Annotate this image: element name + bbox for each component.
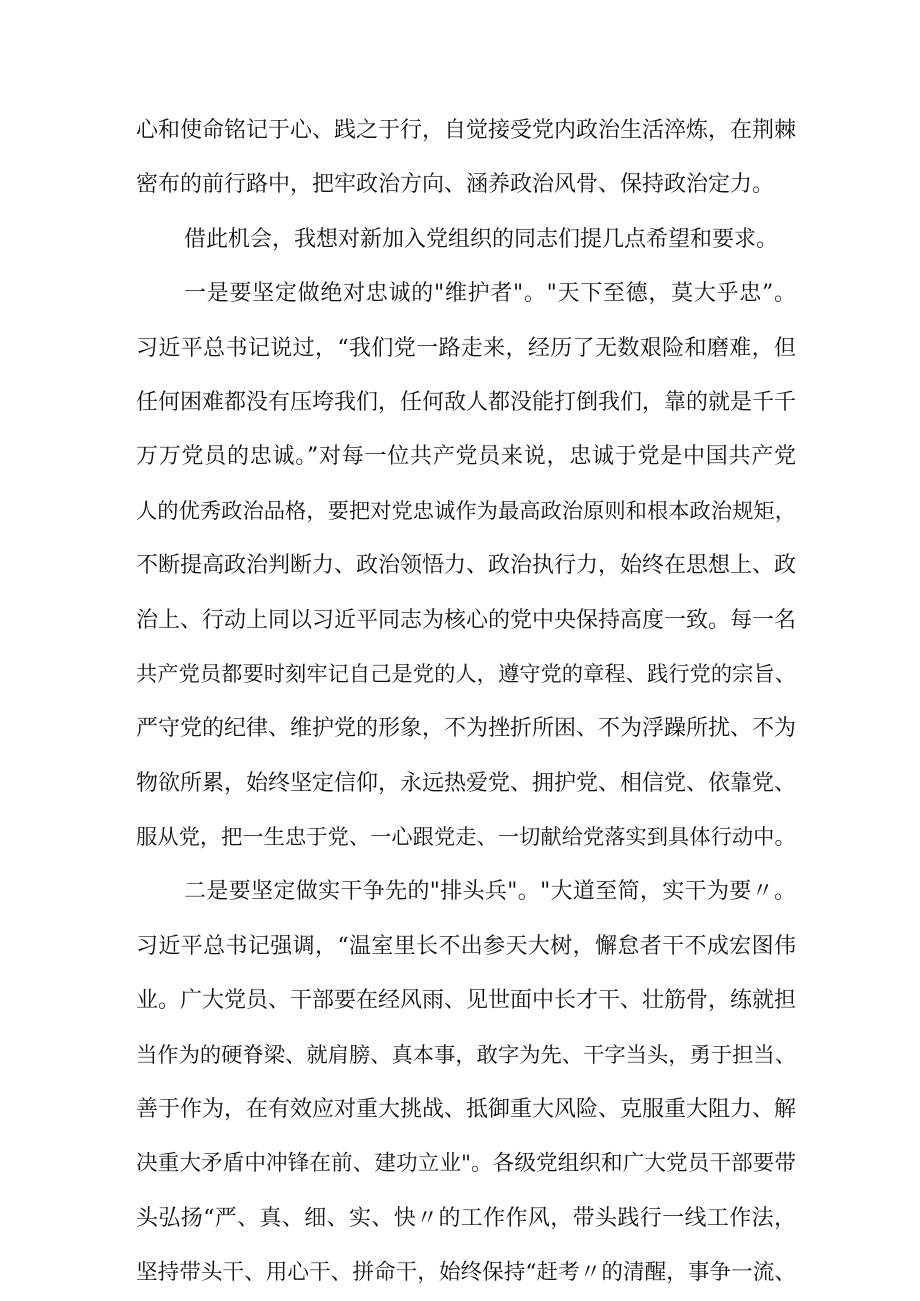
text-line: 借此机会，我想对新加入党组织的同志们提几点希望和要求。 — [184, 226, 779, 252]
text-line: 习近平总书记说过，“我们党一路走来，经历了无数艰险和磨难，但 — [136, 335, 796, 361]
text-line: 业。广大党员、干部要在经风雨、见世面中长才干、壮筋骨，练就担 — [136, 988, 797, 1014]
text-line: 服从党，把一生忠于党、一心跟党走、一切献给党落实到具体行动中。 — [136, 825, 796, 851]
text-line: 物欲所累，始终坚定信仰，永远热爱党、拥护党、相信党、依靠党、 — [136, 770, 797, 796]
text-line: 一是要坚定做绝对忠诚的"维护者"。"天下至德，莫大乎忠”。 — [184, 281, 796, 307]
text-line: 心和使命铭记于心、践之于行，自觉接受党内政治生活淬炼，在荆棘 — [136, 118, 797, 143]
text-line: 不断提高政治判断力、政治领悟力、政治执行力，始终在思想上、政 — [136, 553, 797, 579]
text-line: 头弘扬“严、真、细、实、快〃的工作作风，带头践行一线工作法， — [136, 1205, 796, 1231]
text-line: 决重大矛盾中冲锋在前、建功立业"。各级党组织和广大党员干部要带 — [136, 1151, 796, 1177]
text-line: 共产党员都要时刻牢记自己是党的人，遵守党的章程、践行党的宗旨、 — [136, 661, 796, 687]
text-line: 善于作为，在有效应对重大挑战、抵御重大风险、克服重大阻力、解 — [136, 1097, 797, 1123]
text-line: 人的优秀政治品格，要把对党忠诚作为最高政治原则和根本政治规矩， — [136, 498, 796, 524]
text-line: 当作为的硬脊梁、就肩膀、真本事，敢字为先、干字当头，勇于担当、 — [136, 1042, 796, 1068]
text-line: 坚持带头干、用心干、拼命干，始终保持“赶考〃的清醒，事争一流、 — [136, 1260, 796, 1286]
text-line: 治上、行动上同以习近平同志为核心的党中央保持高度一致。每一名 — [136, 607, 797, 633]
body-text — [136, 104, 796, 1301]
text-line: 任何困难都没有压垮我们，任何敌人都没能打倒我们，靠的就是千千 — [136, 389, 797, 415]
text-line: 习近平总书记强调，“温室里长不出参天大树，懈怠者干不成宏图伟 — [136, 933, 796, 959]
text-line: 万万党员的忠诚。”对每一位共产党员来说，忠诚于党是中国共产党 — [136, 444, 796, 470]
text-line: 严守党的纪律、维护党的形象，不为挫折所困、不为浮躁所扰、不为 — [136, 716, 797, 742]
text-line: 密布的前行路中，把牢政治方向、涵养政治风骨、保持政治定力。 — [136, 172, 775, 198]
text-line: 二是要坚定做实干争先的"排头兵"。"大道至简，实干为要〃。 — [184, 879, 796, 905]
